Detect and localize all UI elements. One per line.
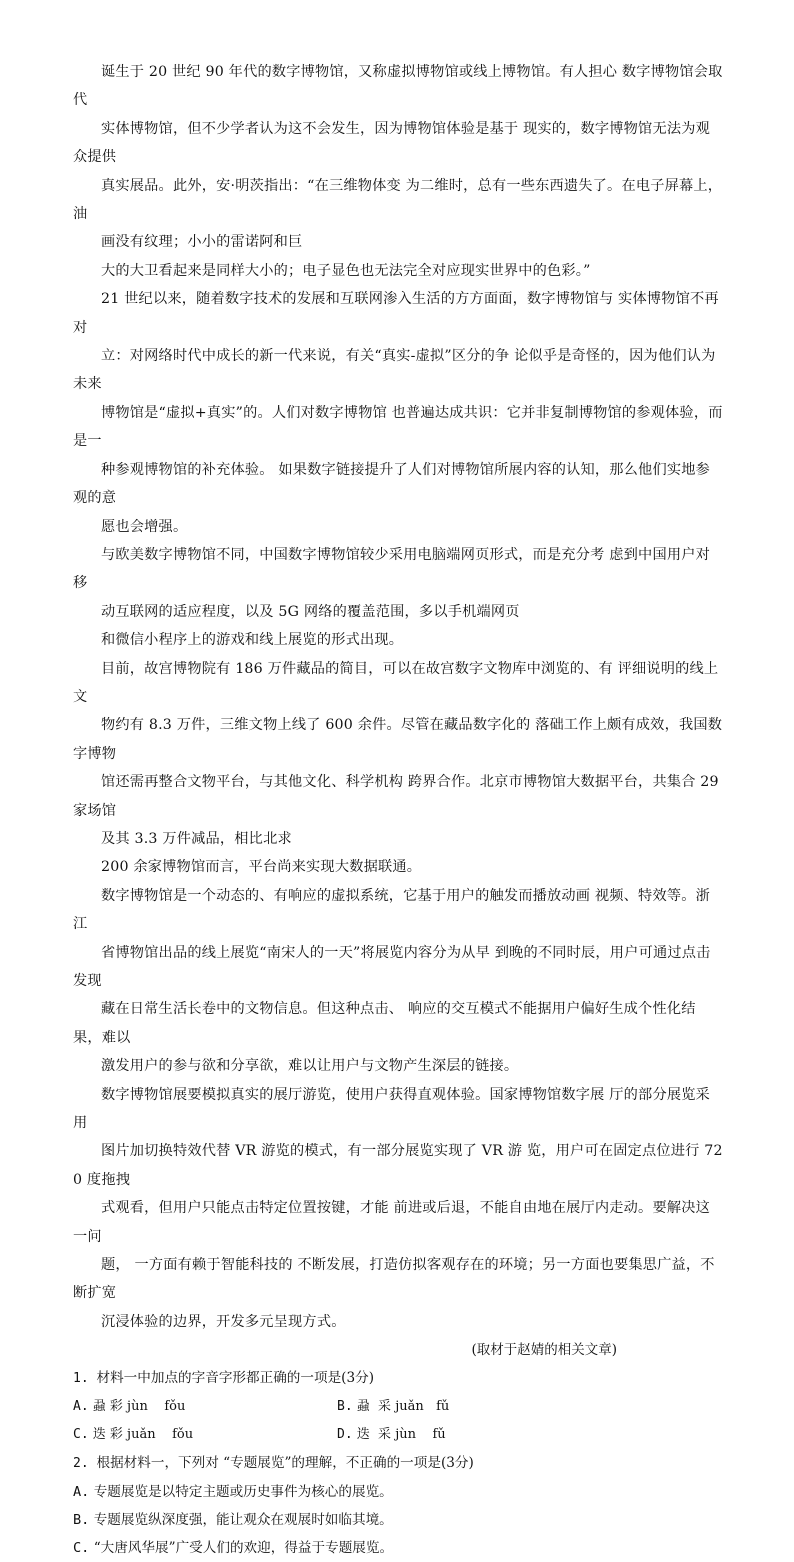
option-b[interactable]: [73, 1506, 723, 1534]
option-label: C.: [73, 1427, 89, 1443]
question-number: 1.: [73, 1371, 89, 1387]
option-d[interactable]: [337, 1421, 601, 1449]
source-citation: (取材于赵婧的相关文章): [471, 1342, 617, 1359]
option-label: C.: [73, 1540, 90, 1557]
question-text: 材料一中加点的字音字形都正确的一项是(3分): [96, 1370, 375, 1387]
text-line: 图片加切换特效代替 VR 游览的模式，有一部分展览实现了 VR 游 览，用户可在固定点位进行 720 度拖拽: [73, 1143, 723, 1188]
question-stem: [73, 1449, 723, 1478]
text-line: 动互联网的适应程度，以及 5G 网络的覆盖范围，多以手机端网页: [101, 603, 520, 620]
text-line: 画没有纹理；小小的雷诺阿和巨: [101, 234, 303, 251]
text-line: 题， 一方面有赖于智能科技的 不断发展，打造仿拟客观存在的环境；另一方面也要集思广益，不断扩宽: [73, 1257, 715, 1302]
option-text: “大唐风华展”广受人们的欢迎，得益于专题展览。: [93, 1540, 394, 1557]
text-line: 数字博物馆展要模拟真实的展厅游览，使用户获得直观体验。国家博物馆数字展 厅的部分展览采用: [73, 1086, 710, 1132]
option-text: 迭 彩 juǎn fǒu: [92, 1427, 194, 1443]
article-paragraph-2: [73, 285, 723, 541]
text-line: 沉浸体验的边界，开发多元呈现方式。: [101, 1313, 346, 1330]
option-label: B.: [337, 1399, 353, 1415]
article-paragraph-1: [73, 58, 723, 285]
option-text: 专题展览纵深度强，能让观众在观展时如临其境。: [93, 1512, 393, 1529]
option-c[interactable]: [73, 1534, 723, 1562]
question-text: 根据材料一，下列对 “专题展览”的理解，不正确的一项是(3分): [96, 1455, 474, 1472]
text-line: 诞生于 20 世纪 90 年代的数字博物馆，又称虚拟博物馆或线上博物馆。有人担心 数字博物馆会取代: [73, 64, 723, 109]
question-stem: [73, 1364, 723, 1393]
article-paragraph-4: [73, 655, 723, 882]
option-label: A.: [73, 1399, 89, 1415]
text-line: 式观看，但用户只能点击特定位置按键，才能 前进或后退，不能自由地在展厅内走动。要解决这一问: [73, 1200, 710, 1245]
article-paragraph-5: [73, 882, 723, 1081]
option-row: [73, 1421, 723, 1449]
option-row: [73, 1393, 723, 1421]
text-line: 数字博物馆是一个动态的、有响应的虚拟系统，它基于用户的触发而播放动画 视频、特效等。浙江: [73, 887, 710, 933]
text-line: 馆还需再整合文物平台，与其他文化、科学机构 跨界合作。北京市博物馆大数据平台，共集合 29 家场馆: [73, 774, 719, 819]
option-label: D.: [337, 1427, 353, 1443]
text-line: 200 余家博物馆而言，平台尚来实现大数据联通。: [101, 859, 422, 876]
text-line: 激发用户的参与欲和分享欲，难以让用户与文物产生深层的链接。: [101, 1058, 519, 1075]
question-2: [73, 1449, 723, 1562]
text-line: 目前，故宫博物院有 186 万件藏品的简目，可以在故宫数字文物库中浏览的、有 评细说明的线上文: [73, 660, 719, 705]
text-line: 真实展品。此外，安·明茨指出：“在三维物体变 为二维时，总有一些东西遗失了。在电子屏幕上，油: [73, 177, 723, 223]
question-number: 2.: [73, 1456, 89, 1472]
text-line: 实体博物馆，但不少学者认为这不会发生，因为博物馆体验是基于 现实的，数字博物馆无法为观众提供: [73, 120, 710, 166]
option-text: 专题展览是以特定主题或历史事件为核心的展览。: [93, 1484, 393, 1501]
text-line: 大的大卫看起来是同样大小的；电子显色也无法完全对应现实世界中的色彩。”: [101, 262, 591, 279]
text-line: 愿也会增强。: [101, 518, 188, 535]
text-line: 省博物馆出品的线上展览“南宋人的一天”将展览内容分为从早 到晚的不同时辰，用户可通过点击发现: [73, 944, 711, 989]
article-paragraph-3: [73, 541, 723, 655]
option-label: A.: [73, 1484, 90, 1501]
question-1: [73, 1364, 723, 1449]
article-paragraph-6: [73, 1081, 723, 1337]
option-a[interactable]: [73, 1478, 723, 1506]
option-a[interactable]: [73, 1393, 337, 1421]
option-c[interactable]: [73, 1421, 337, 1449]
text-line: 和微信小程序上的游戏和线上展览的形式出现。: [101, 632, 404, 649]
option-label: B.: [73, 1512, 90, 1529]
option-text: 蝨 彩 jùn fǒu: [92, 1399, 186, 1415]
text-line: 及其 3.3 万件减品，相比北求: [101, 830, 292, 847]
text-line: 21 世纪以来，随着数字技术的发展和互联网渗入生活的方方面面，数字博物馆与 实体博物馆不再对: [73, 291, 719, 336]
text-line: 物约有 8.3 万件，三维文物上线了 600 余件。尽管在藏品数字化的 落础工作上颇有成效，我国数字博物: [73, 717, 723, 762]
text-line: 博物馆是“虚拟+真实”的。人们对数字博物馆 也普遍达成共识：它并非复制博物馆的参观体验，而是一: [73, 404, 723, 450]
option-text: 迭 采 jùn fǔ: [356, 1427, 446, 1443]
option-b[interactable]: [337, 1393, 601, 1421]
text-line: 藏在日常生活长卷中的文物信息。但这种点击、 响应的交互模式不能据用户偏好生成个性化结果，难以: [73, 1001, 696, 1046]
text-line: 种参观博物馆的补充体验。 如果数字链接提升了人们对博物馆所展内容的认知，那么他们实地参观的意: [73, 461, 710, 507]
option-text: 蝨 采 juǎn fǔ: [356, 1399, 450, 1415]
text-line: 与欧美数字博物馆不同，中国数字博物馆较少采用电脑端网页形式，而是充分考 虑到中国用户对移: [73, 546, 710, 592]
document-page: [73, 58, 723, 1562]
text-line: 立：对网络时代中成长的新一代来说，有关“真实-虚拟”区分的争 论似乎是奇怪的，因为他们认为未来: [73, 348, 716, 393]
